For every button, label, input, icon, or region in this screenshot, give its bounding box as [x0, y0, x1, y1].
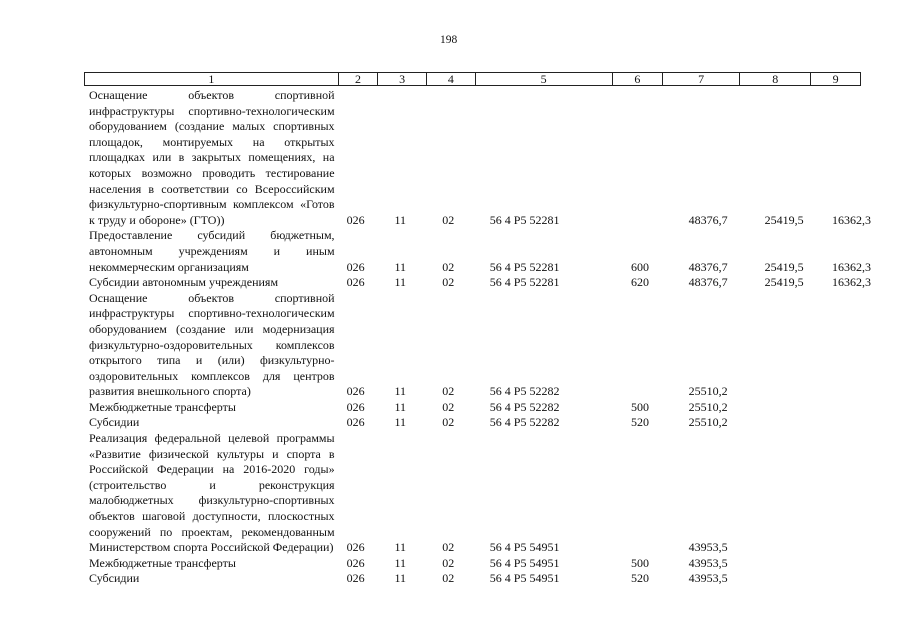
cell-col-6: 520 [631, 415, 650, 430]
row-description: Субсидии [89, 415, 140, 430]
table-row [84, 88, 874, 228]
cell-col-2: 026 [346, 571, 365, 586]
cell-col-7: 43953,5 [688, 571, 728, 586]
cell-col-2: 026 [346, 399, 365, 414]
cell-col-3: 11 [394, 555, 406, 570]
cell-col-7: 48376,7 [688, 259, 728, 274]
cell-col-3: 11 [394, 212, 406, 227]
cell-col-7: 25510,2 [688, 415, 728, 430]
page-number: 198 [440, 34, 458, 46]
row-description: Предоставление субсидий бюджетным, автономным учреждениям и иным некоммерческим организациям [89, 228, 335, 274]
cell-col-6: 600 [631, 259, 650, 274]
table-row [84, 291, 874, 400]
table-row [84, 571, 874, 587]
cell-col-5: 56 4 P5 54951 [489, 555, 560, 570]
column-header-4: 4 [426, 73, 475, 85]
cell-col-4: 02 [442, 275, 455, 290]
cell-col-3: 11 [394, 571, 406, 586]
row-description: Субсидии автономным учреждениям [89, 275, 279, 290]
row-description: Реализация федеральной целевой программы «Развитие физической культуры и спорта в Российской Федерации на 2016-2020 годы» (строительство и реконструкция малобюджетных физкультурно-спортивных объектов шаговой доступности, плоскостных сооружений по проектам, рекомендованным Министерством спорта Российской Федерации) [89, 431, 335, 555]
cell-col-9: 16362,3 [831, 212, 871, 227]
cell-col-5: 56 4 P5 52282 [489, 399, 560, 414]
cell-col-5: 56 4 P5 52282 [489, 415, 560, 430]
cell-col-8: 25419,5 [764, 275, 804, 290]
cell-col-3: 11 [394, 275, 406, 290]
cell-col-5: 56 4 P5 52281 [489, 259, 560, 274]
cell-col-8: 25419,5 [764, 212, 804, 227]
table-row [84, 275, 874, 291]
cell-col-5: 56 4 P5 52281 [489, 212, 560, 227]
table-row [84, 415, 874, 431]
cell-col-6: 620 [631, 275, 650, 290]
table-body [84, 88, 874, 587]
cell-col-3: 11 [394, 415, 406, 430]
cell-col-3: 11 [394, 384, 406, 399]
cell-col-5: 56 4 P5 52281 [489, 275, 560, 290]
column-header-6: 6 [612, 73, 663, 85]
cell-col-9: 16362,3 [831, 275, 871, 290]
cell-col-2: 026 [346, 415, 365, 430]
cell-col-3: 11 [394, 259, 406, 274]
cell-col-2: 026 [346, 212, 365, 227]
row-description: Межбюджетные трансферты [89, 555, 236, 570]
cell-col-8: 25419,5 [764, 259, 804, 274]
cell-col-2: 026 [346, 275, 365, 290]
cell-col-7: 43953,5 [688, 540, 728, 555]
cell-col-7: 43953,5 [688, 555, 728, 570]
cell-col-7: 25510,2 [688, 384, 728, 399]
table-row [84, 400, 874, 416]
cell-col-4: 02 [442, 555, 455, 570]
column-header-5: 5 [475, 73, 612, 85]
column-header-9: 9 [810, 73, 860, 85]
cell-col-9: 16362,3 [831, 259, 871, 274]
row-description: Субсидии [89, 571, 140, 586]
cell-col-5: 56 4 P5 54951 [489, 540, 560, 555]
cell-col-2: 026 [346, 384, 365, 399]
cell-col-6: 500 [631, 399, 650, 414]
row-description: Оснащение объектов спортивной инфраструктуры спортивно-технологическим оборудованием (создание малых спортивных площадок, монтируемых на открытых площадках или в закрытых помещениях, на которых возможно проводить тестирование населения в соответствии со Всероссийским физкультурно-спортивным комплексом «Готов к труду и обороне» (ГТО)) [89, 88, 335, 227]
cell-col-4: 02 [442, 212, 455, 227]
table-row [84, 431, 874, 556]
cell-col-4: 02 [442, 415, 455, 430]
cell-col-5: 56 4 P5 52282 [489, 384, 560, 399]
cell-col-4: 02 [442, 571, 455, 586]
cell-col-4: 02 [442, 399, 455, 414]
cell-col-6: 500 [631, 555, 650, 570]
table-row [84, 228, 874, 275]
row-description: Оснащение объектов спортивной инфраструктуры спортивно-технологическим оборудованием (создание или модернизация физкультурно-оздоровительных комплексов открытого типа и (или) физкультурно-оздоровительных комплексов для центров развития внешкольного спорта) [89, 290, 335, 399]
column-header-2: 2 [338, 73, 377, 85]
table-row [84, 556, 874, 572]
cell-col-7: 25510,2 [688, 399, 728, 414]
cell-col-2: 026 [346, 555, 365, 570]
cell-col-4: 02 [442, 540, 455, 555]
cell-col-7: 48376,7 [688, 212, 728, 227]
cell-col-2: 026 [346, 540, 365, 555]
column-header-8: 8 [739, 73, 810, 85]
cell-col-2: 026 [346, 259, 365, 274]
row-description: Межбюджетные трансферты [89, 399, 236, 414]
cell-col-4: 02 [442, 259, 455, 274]
cell-col-3: 11 [394, 399, 406, 414]
table-header [84, 72, 861, 86]
column-header-3: 3 [377, 73, 426, 85]
column-header-7: 7 [662, 73, 739, 85]
cell-col-6: 520 [631, 571, 650, 586]
cell-col-7: 48376,7 [688, 275, 728, 290]
cell-col-5: 56 4 P5 54951 [489, 571, 560, 586]
column-header-1: 1 [208, 72, 215, 86]
cell-col-3: 11 [394, 540, 406, 555]
cell-col-4: 02 [442, 384, 455, 399]
